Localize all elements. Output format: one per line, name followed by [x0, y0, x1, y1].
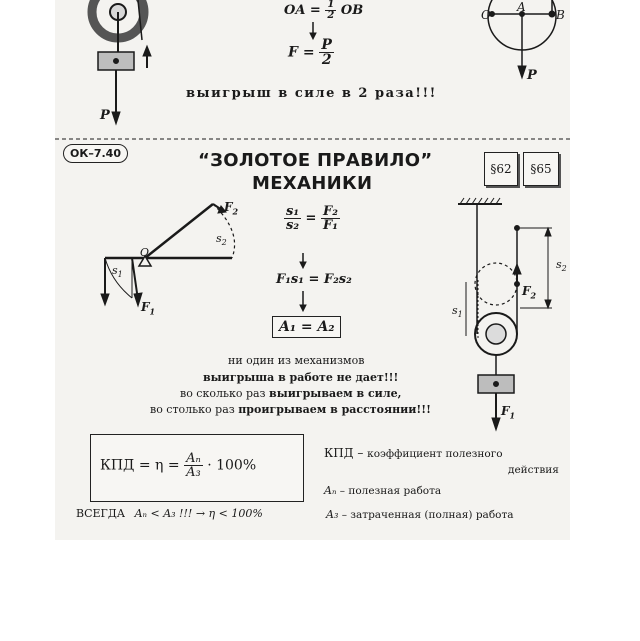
label-p-right: P [527, 68, 537, 83]
title-line1: “ЗОЛОТОЕ ПРАВИЛО” [198, 150, 433, 171]
rule-line4: во столько раз проигрываем в расстоянии!!! [150, 403, 431, 416]
label-p-left: P [100, 108, 110, 123]
ref-section-62: §62 [484, 152, 518, 186]
formula-f-frac-num: P [321, 37, 332, 53]
ref-section-65: §65 [523, 152, 559, 186]
formula-f-left: F = [288, 44, 315, 61]
product-formula: F₁s₁ = F₂s₂ [276, 272, 352, 287]
formula-oa-left: OA = [284, 3, 321, 18]
efficiency-formula: КПД = η = $\frac{\text{Aₙ}}{\text{A₃}}$ · 100% [100, 451, 257, 480]
lever-label-o: O [140, 246, 150, 259]
rule-line3: во сколько раз выигрываем в силе, [180, 387, 402, 400]
def-spent-work: A₃ – затраченная (полная) работа [326, 508, 514, 521]
formula-f-frac-den: 2 [321, 52, 332, 68]
lever-label-s2: $s_2$ [216, 232, 227, 248]
work-formula: A₁ = A₂ [272, 316, 341, 338]
def-useful-work: Aₙ – полезная работа [324, 484, 442, 497]
label-b: B [556, 8, 565, 22]
ok-label: ОК–7.40 [63, 144, 128, 163]
formula-oa-right: OB [340, 3, 364, 18]
formula-oa-frac-den: 2 [327, 10, 335, 21]
lever-label-f1: $F_1$ [141, 300, 156, 317]
ratio-formula: $\frac{\text{s₁}}{\text{s₂}}$ = $\frac{\text{F₂}}{\text{F₁}}$ [286, 204, 338, 233]
always-line: ВСЕГДА Aₙ < A₃ !!! → η < 100% [76, 507, 263, 520]
rule-line1: ни один из механизмов [228, 354, 365, 367]
rule-line2: выигрыша в работе не дает!!! [203, 371, 399, 384]
def-kpd: КПД – коэффициент полезного [324, 446, 503, 460]
gain-text: выигрыш в силе в 2 раза!!! [186, 86, 437, 101]
lever-label-s1: $s_1$ [112, 264, 123, 280]
pulley-label-s2: $s_2$ [556, 258, 567, 274]
pulley-label-f2: $F_2$ [522, 284, 537, 301]
top-formula-arrow [310, 22, 316, 39]
label-a: A [517, 0, 526, 14]
formula-oa-frac-num: 1 [327, 0, 335, 10]
def-kpd-cont: действия [508, 464, 559, 476]
title-line2: МЕХАНИКИ [252, 173, 373, 194]
lever-diagram [101, 204, 235, 306]
pulley-label-f1: $F_1$ [501, 404, 516, 421]
label-o: O [481, 8, 491, 22]
pulley-label-s1: $s_1$ [452, 304, 463, 320]
pulley-diagram [458, 198, 552, 430]
lever-label-f2: $F_2$ [224, 200, 239, 217]
top-left-pulley [92, 0, 151, 124]
